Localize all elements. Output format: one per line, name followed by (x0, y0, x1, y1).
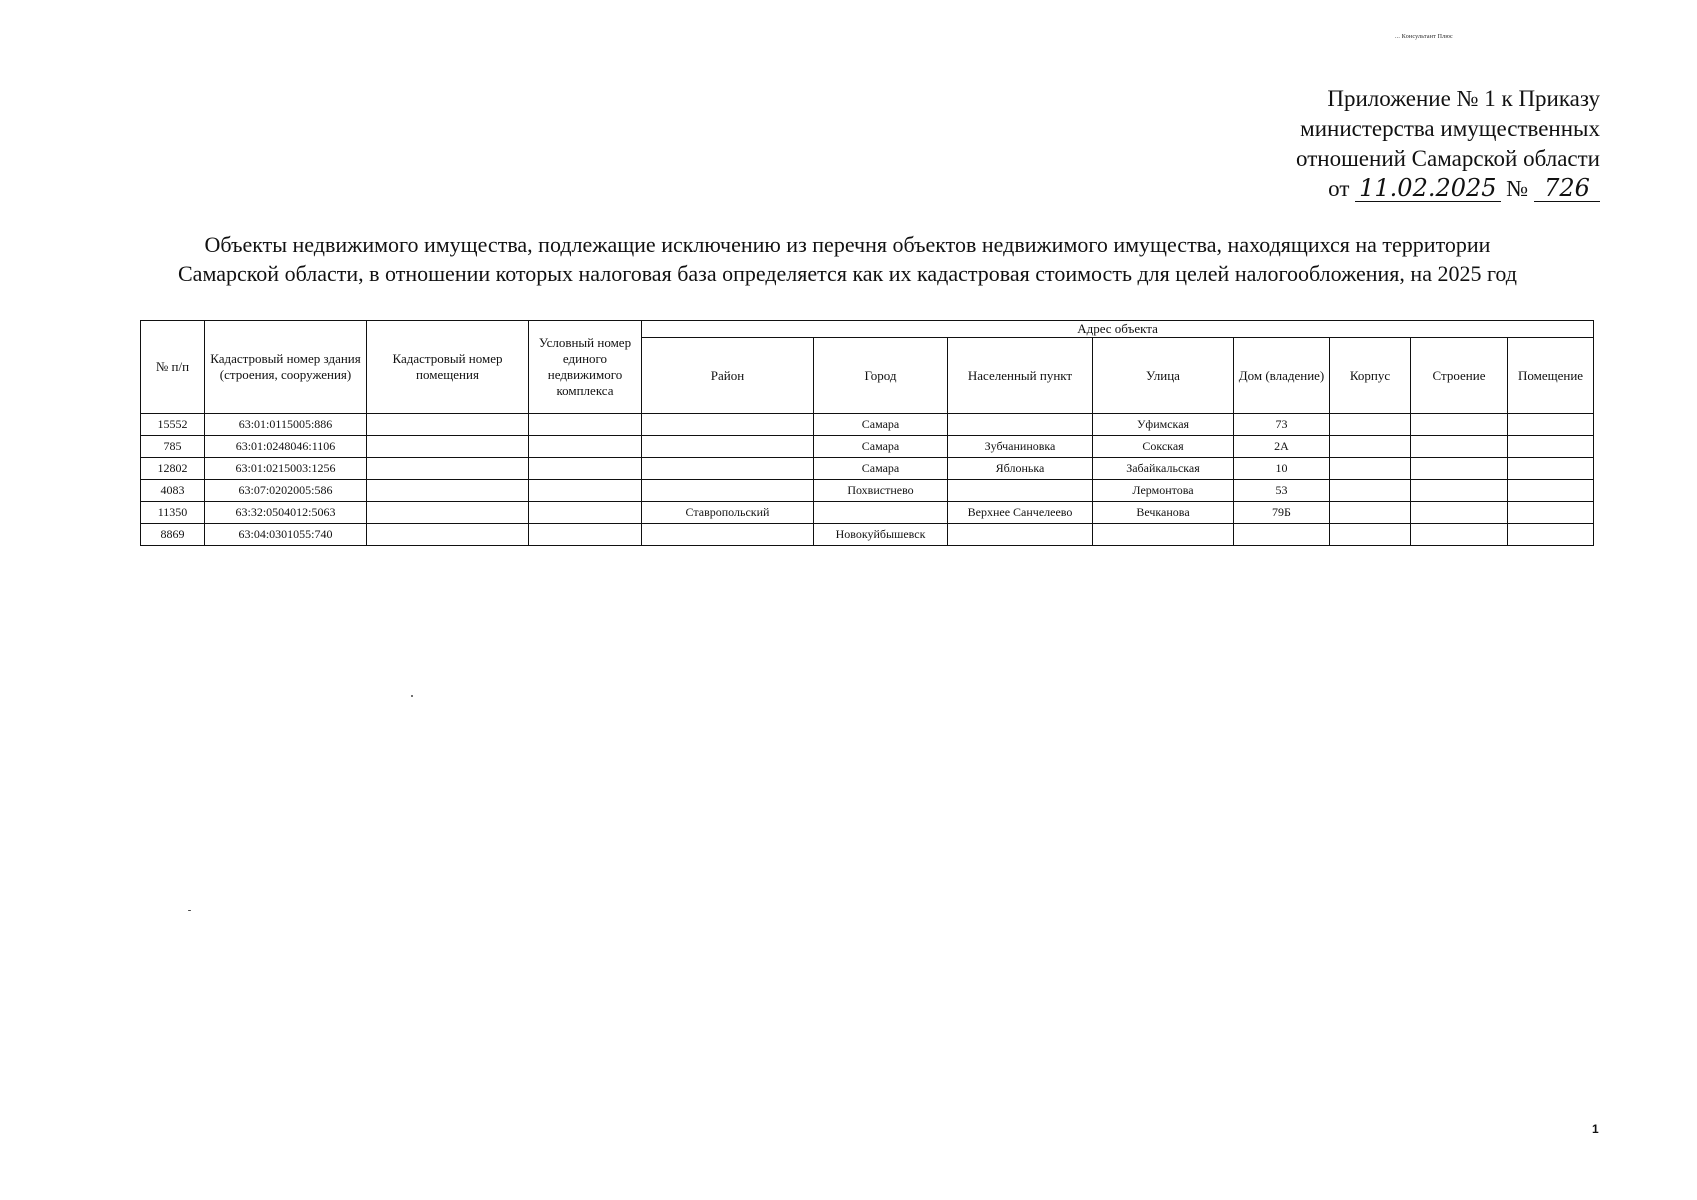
cell-premises (367, 414, 529, 436)
objects-table (140, 320, 1594, 546)
cell-korpus (1330, 436, 1411, 458)
table-row (141, 436, 1594, 458)
cell-num: 15552 (141, 414, 205, 436)
cell-room (1508, 458, 1594, 480)
cell-street: Сокская (1093, 436, 1234, 458)
from-label: от (1328, 176, 1350, 201)
order-reference (1296, 174, 1600, 204)
cell-city: Самара (814, 458, 948, 480)
cell-building-no (1411, 414, 1508, 436)
cell-premises (367, 524, 529, 546)
cell-complex (529, 502, 642, 524)
table-row (141, 502, 1594, 524)
cell-house: 79Б (1234, 502, 1330, 524)
cell-district (642, 458, 814, 480)
appendix-line-3: отношений Самарской области (1296, 146, 1600, 171)
cell-district: Ставропольский (642, 502, 814, 524)
cell-house: 73 (1234, 414, 1330, 436)
cell-korpus (1330, 458, 1411, 480)
header-city: Город (814, 338, 948, 414)
scan-artifact-dot (411, 695, 413, 697)
cell-building-no (1411, 458, 1508, 480)
cell-korpus (1330, 502, 1411, 524)
cell-house: 10 (1234, 458, 1330, 480)
header-complex-number: Условный номер единого недвижимого комплекса (529, 321, 642, 414)
cell-building: 63:01:0115005:886 (205, 414, 367, 436)
header-house: Дом (владение) (1234, 338, 1330, 414)
cell-building: 63:07:0202005:586 (205, 480, 367, 502)
cell-street (1093, 524, 1234, 546)
cell-district (642, 480, 814, 502)
cell-house: 2А (1234, 436, 1330, 458)
cell-city: Самара (814, 414, 948, 436)
cell-korpus (1330, 524, 1411, 546)
cell-building: 63:01:0248046:1106 (205, 436, 367, 458)
cell-building: 63:04:0301055:740 (205, 524, 367, 546)
cell-building-no (1411, 480, 1508, 502)
header-stamp: ... Консультант Плюс (1395, 34, 1453, 40)
cell-complex (529, 414, 642, 436)
table-row (141, 480, 1594, 502)
cell-num: 11350 (141, 502, 205, 524)
cell-num: 4083 (141, 480, 205, 502)
cell-street: Забайкальская (1093, 458, 1234, 480)
cell-street: Лермонтова (1093, 480, 1234, 502)
table-row (141, 414, 1594, 436)
cell-premises (367, 502, 529, 524)
cell-city: Новокуйбышевск (814, 524, 948, 546)
cell-room (1508, 480, 1594, 502)
handwritten-date: 11.02.2025 (1355, 175, 1500, 202)
cell-korpus (1330, 414, 1411, 436)
cell-house (1234, 524, 1330, 546)
cell-settlement: Верхнее Санчелеево (948, 502, 1093, 524)
cell-room (1508, 502, 1594, 524)
table-row (141, 458, 1594, 480)
cell-city (814, 502, 948, 524)
cell-complex (529, 524, 642, 546)
cell-settlement (948, 524, 1093, 546)
cell-settlement: Зубчаниновка (948, 436, 1093, 458)
header-street: Улица (1093, 338, 1234, 414)
cell-building: 63:32:0504012:5063 (205, 502, 367, 524)
handwritten-number: 726 (1534, 175, 1600, 202)
cell-district (642, 414, 814, 436)
header-address-group: Адрес объекта (642, 321, 1594, 338)
header-building-cadastral: Кадастровый номер здания (строения, сооружения) (205, 321, 367, 414)
header-district: Район (642, 338, 814, 414)
appendix-block (1296, 84, 1600, 204)
cell-street: Уфимская (1093, 414, 1234, 436)
cell-building: 63:01:0215003:1256 (205, 458, 367, 480)
cell-house: 53 (1234, 480, 1330, 502)
cell-num: 785 (141, 436, 205, 458)
cell-korpus (1330, 480, 1411, 502)
cell-building-no (1411, 502, 1508, 524)
header-premises-cadastral: Кадастровый номер помещения (367, 321, 529, 414)
header-room: Помещение (1508, 338, 1594, 414)
cell-complex (529, 436, 642, 458)
header-settlement: Населенный пункт (948, 338, 1093, 414)
cell-premises (367, 436, 529, 458)
cell-num: 12802 (141, 458, 205, 480)
appendix-line-2: министерства имущественных (1300, 116, 1600, 141)
cell-settlement: Яблонька (948, 458, 1093, 480)
cell-city: Самара (814, 436, 948, 458)
number-label: № (1506, 176, 1529, 201)
cell-settlement (948, 414, 1093, 436)
cell-premises (367, 480, 529, 502)
cell-room (1508, 436, 1594, 458)
cell-complex (529, 458, 642, 480)
document-title: Объекты недвижимого имущества, подлежащие исключению из перечня объектов недвижимого имущества, находящихся на территории Самарской области, в отношении которых налоговая база определяется как их кадастровая стоимость для целей налогообложения, на 2025 год (178, 232, 1517, 286)
cell-building-no (1411, 524, 1508, 546)
header-building-no: Строение (1411, 338, 1508, 414)
cell-num: 8869 (141, 524, 205, 546)
cell-premises (367, 458, 529, 480)
scan-artifact-dot (188, 910, 191, 911)
cell-district (642, 524, 814, 546)
table-row (141, 524, 1594, 546)
appendix-line-1: Приложение № 1 к Приказу (1327, 86, 1600, 111)
header-num: № п/п (141, 321, 205, 414)
cell-room (1508, 524, 1594, 546)
cell-complex (529, 480, 642, 502)
cell-settlement (948, 480, 1093, 502)
cell-district (642, 436, 814, 458)
header-korpus: Корпус (1330, 338, 1411, 414)
cell-room (1508, 414, 1594, 436)
cell-city: Похвистнево (814, 480, 948, 502)
page-number: 1 (1592, 1122, 1599, 1136)
cell-building-no (1411, 436, 1508, 458)
cell-street: Вечканова (1093, 502, 1234, 524)
